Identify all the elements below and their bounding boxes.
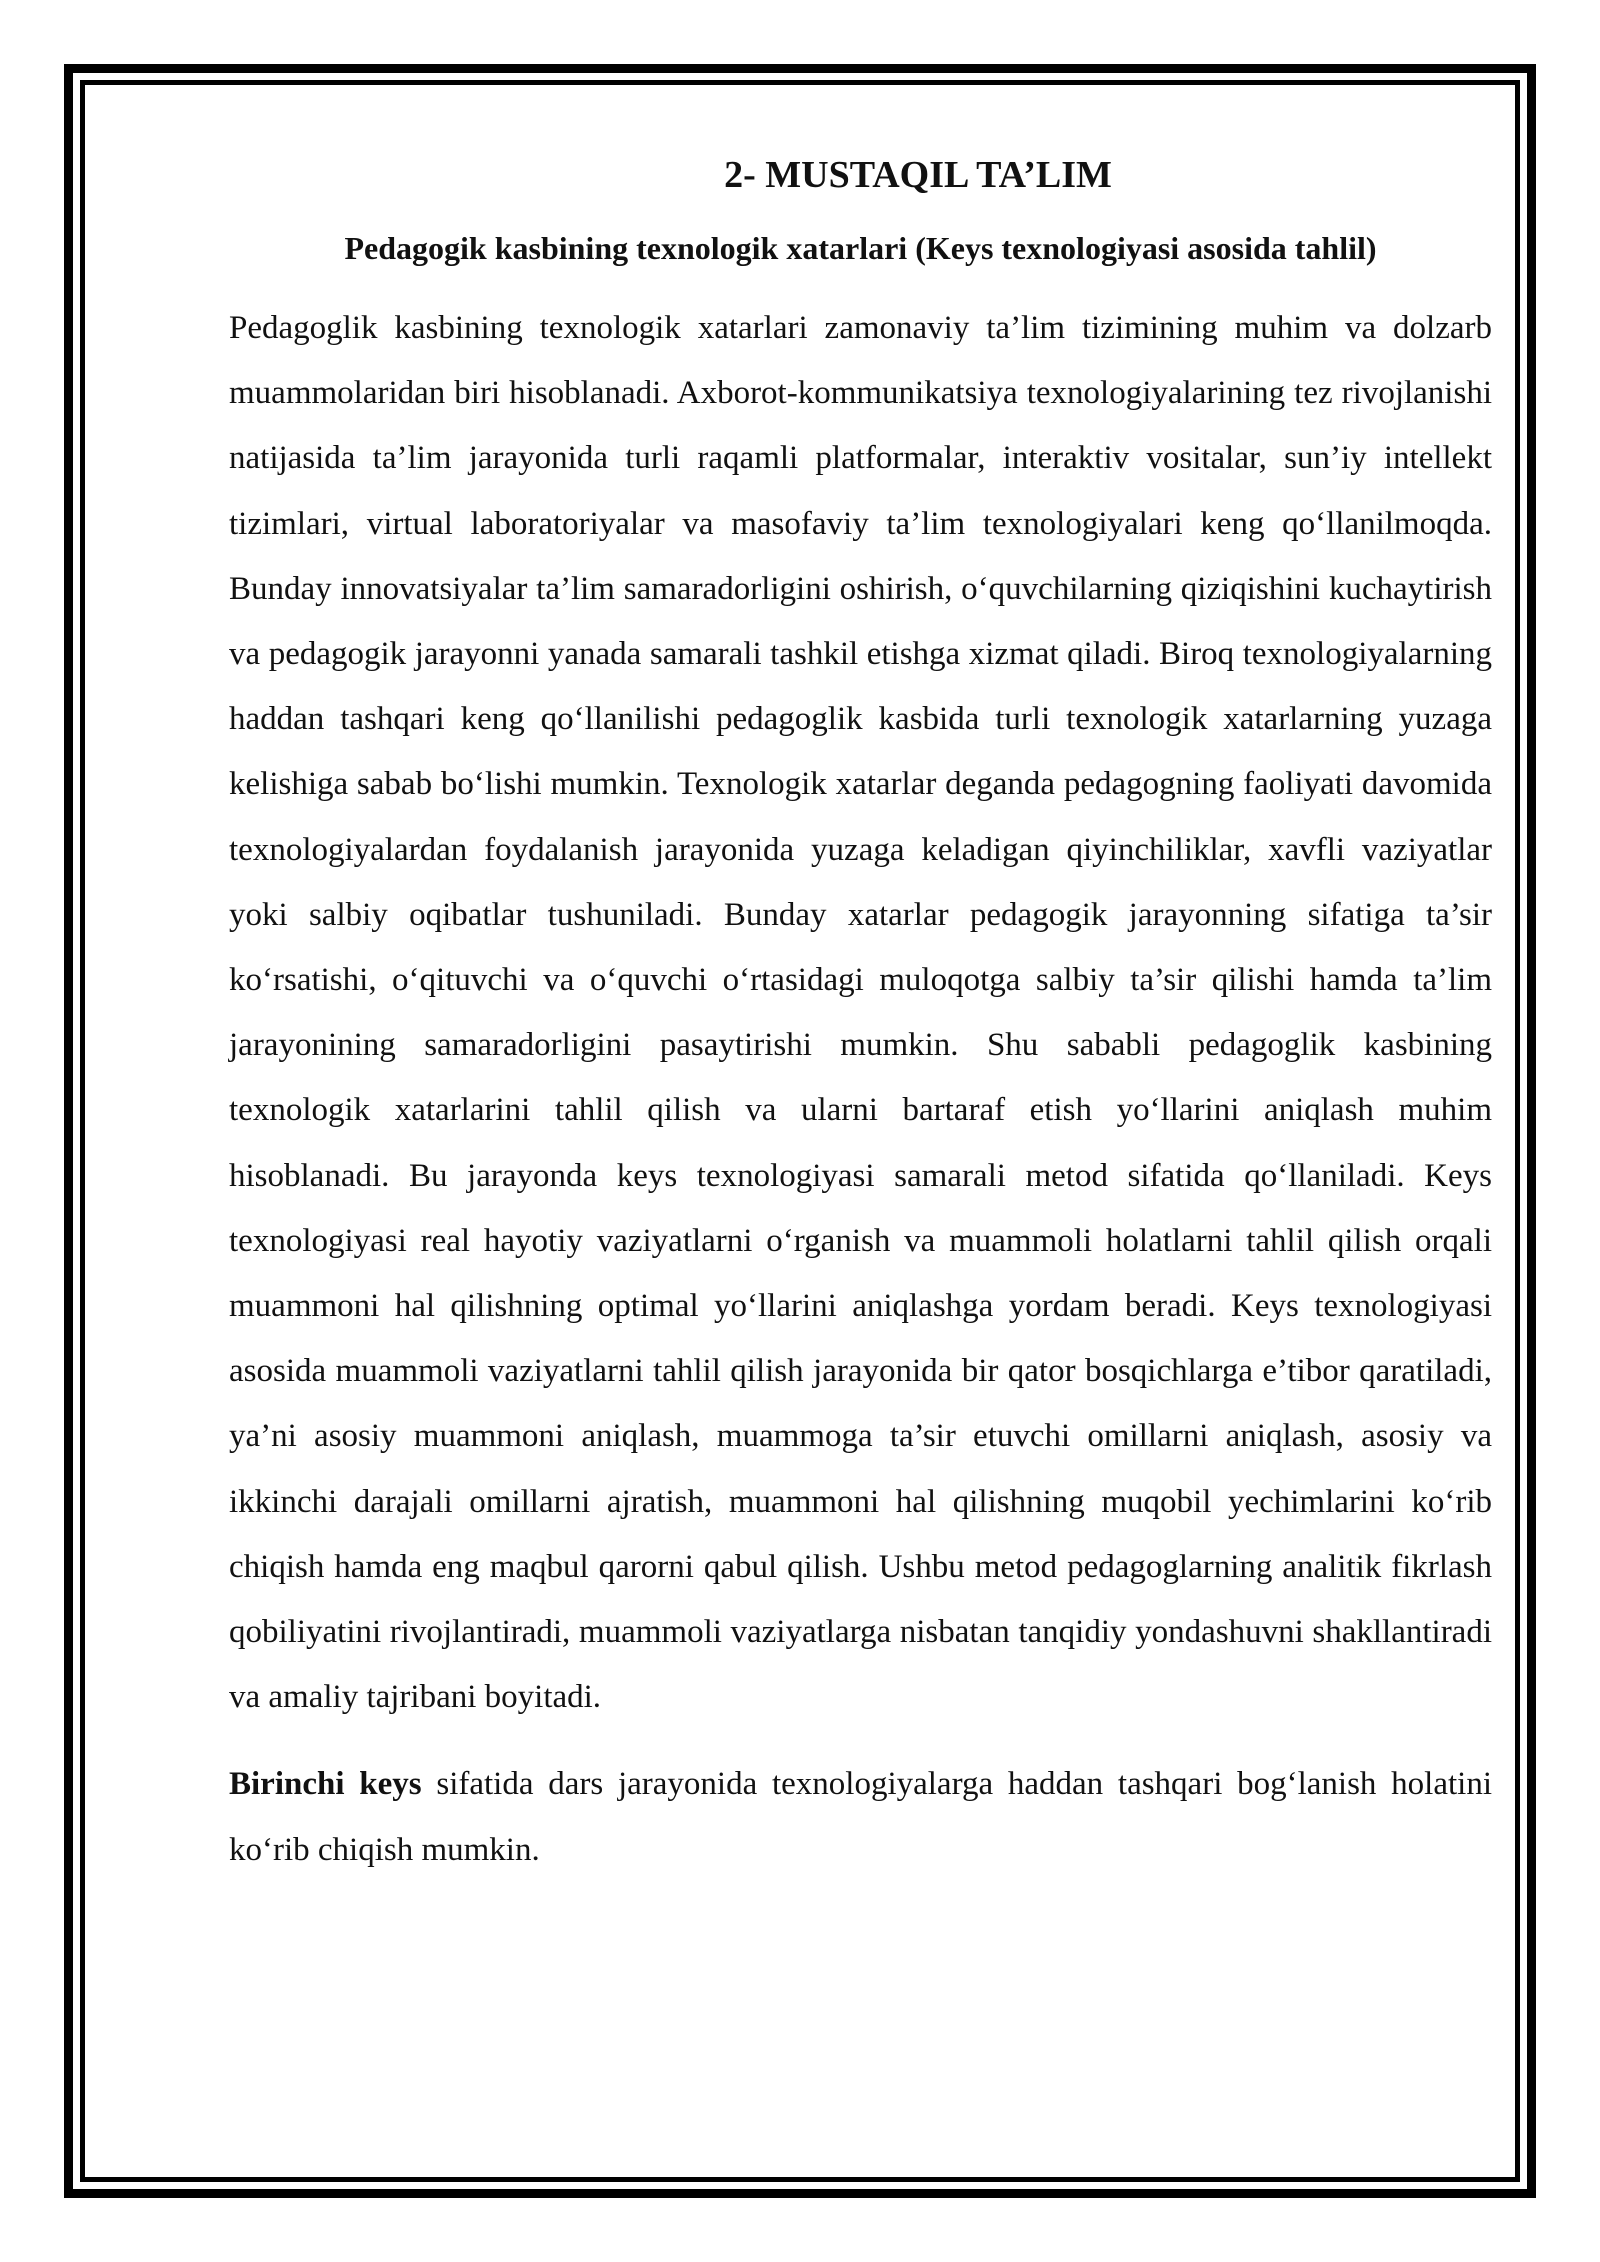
document-subtitle: Pedagogik kasbining texnologik xatarlari (Keys texnologiyasi asosida tahlil) bbox=[344, 230, 1377, 266]
body-paragraph-1: Pedagoglik kasbining texnologik xatarlari zamonaviy ta’lim tizimining muhim va dolzarb muammolaridan biri hisoblanadi. Axborot-kommunikatsiya texnologiyalarining tez rivojlanishi natijasida ta’lim jarayonida turli raqamli platformalar, interaktiv vositalar, sun’iy intellekt tizimlari, virtual laboratoriyalar va masofaviy ta’lim texnologiyalari keng qo‘llanilmoqda. Bunday innovatsiyalar ta’lim samaradorligini oshirish, o‘quvchilarning qiziqishini kuchaytirish va pedagogik jarayonni yanada samarali tashkil etishga xizmat qiladi. Biroq texnologiyalarning haddan tashqari keng qo‘llanilishi pedagoglik kasbida turli texnologik xatarlarning yuzaga kelishiga sabab bo‘lishi mumkin. Texnologik xatarlar deganda pedagogning faoliyati davomida texnologiyalardan foydalanish jarayonida yuzaga keladigan qiyinchiliklar, xavfli vaziyatlar yoki salbiy oqibatlar tushuniladi. Bunday xatarlar pedagogik jarayonning sifatiga ta’sir ko‘rsatishi, o‘qituvchi va o‘quvchi o‘rtasidagi muloqotga salbiy ta’sir qilishi hamda ta’lim jarayonining samaradorligini pasaytirishi mumkin. Shu sababli pedagoglik kasbining texnologik xatarlarini tahlil qilish va ularni bartaraf etish yo‘llarini aniqlash muhim hisoblanadi. Bu jarayonda keys texnologiyasi samarali metod sifatida qo‘llaniladi. Keys texnologiyasi real hayotiy vaziyatlarni o‘rganish va muammoli holatlarni tahlil qilish orqali muammoni hal qilishning optimal yo‘llarini aniqlashga yordam beradi. Keys texnologiyasi asosida muammoli vaziyatlarni tahlil qilish jarayonida bir qator bosqichlarga e’tibor qaratiladi, ya’ni asosiy muammoni aniqlash, muammoga ta’sir etuvchi omillarni aniqlash, asosiy va ikkinchi darajali omillarni ajratish, muammoni hal qilishning muqobil yechimlarini ko‘rib chiqish hamda eng maqbul qarorni qabul qilish. Ushbu metod pedagoglarning analitik fikrlash qobiliyatini rivojlantiradi, muammoli vaziyatlarga nisbatan tanqidiy yondashuvni shakllantiradi va amaliy tajribani boyitadi. bbox=[229, 310, 1492, 1716]
document-title: 2- MUSTAQIL TA’LIM bbox=[724, 154, 1112, 196]
paragraph-2-text: sifatida dars jarayonida texnologiyalarga haddan tashqari bog‘lanish holatini ko‘rib chiqish mumkin. bbox=[229, 1766, 1492, 1868]
document-body bbox=[229, 150, 1492, 1883]
paragraph-lead-bold: Birinchi keys bbox=[229, 1766, 422, 1803]
body-paragraph-2 bbox=[229, 1752, 1492, 1882]
